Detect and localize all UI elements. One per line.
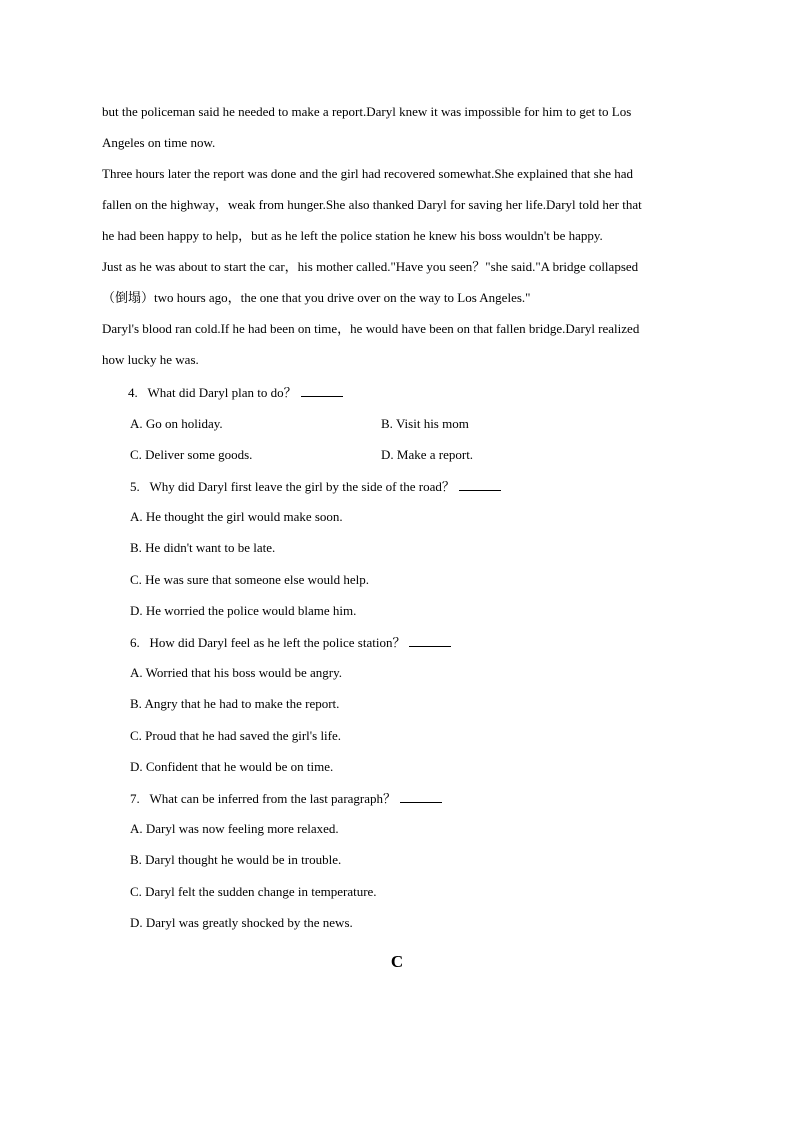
option-letter: A. xyxy=(130,821,143,836)
question-4 xyxy=(128,384,343,401)
option-text: Make a report. xyxy=(396,447,474,462)
question-text: What did Daryl plan to do？ xyxy=(147,385,297,400)
answer-blank[interactable] xyxy=(459,478,501,491)
question-number: 7. xyxy=(130,791,140,806)
passage-line: he had been happy to help，but as he left the police station he knew his boss wouldn't be happy. xyxy=(102,228,603,243)
option-letter: A. xyxy=(130,416,143,431)
option-5c[interactable] xyxy=(130,572,369,588)
option-letter: C. xyxy=(130,884,142,899)
answer-blank[interactable] xyxy=(409,634,451,647)
option-text: He worried the police would blame him. xyxy=(145,603,357,618)
passage-line: fallen on the highway，weak from hunger.She also thanked Daryl for saving her life.Daryl told her that xyxy=(102,197,642,212)
option-6b[interactable] xyxy=(130,696,339,712)
option-letter: D. xyxy=(130,759,143,774)
option-text: He thought the girl would make soon. xyxy=(145,509,343,524)
question-text: How did Daryl feel as he left the police station？ xyxy=(149,635,406,650)
option-letter: B. xyxy=(130,852,142,867)
passage-line: Just as he was about to start the car，his mother called."Have you seen？"she said."A bridge collapsed xyxy=(102,259,639,274)
option-letter: D. xyxy=(381,447,394,462)
option-5d[interactable] xyxy=(130,603,356,619)
option-letter: B. xyxy=(130,540,142,555)
option-text: Go on holiday. xyxy=(145,416,223,431)
option-text: Visit his mom xyxy=(395,416,469,431)
answer-blank[interactable] xyxy=(400,790,442,803)
passage-line: （倒塌）two hours ago，the one that you drive over on the way to Los Angeles." xyxy=(102,290,531,305)
option-letter: C. xyxy=(130,447,142,462)
option-5b[interactable] xyxy=(130,540,275,556)
option-7c[interactable] xyxy=(130,884,377,900)
option-4b[interactable] xyxy=(381,416,469,432)
question-text: What can be inferred from the last paragraph？ xyxy=(149,791,397,806)
option-text: Deliver some goods. xyxy=(145,447,253,462)
option-4c[interactable] xyxy=(130,447,252,463)
passage-line: Three hours later the report was done and the girl had recovered somewhat.She explained that she had xyxy=(102,166,634,181)
option-letter: A. xyxy=(130,665,143,680)
section-heading: C xyxy=(390,952,404,971)
question-5 xyxy=(130,478,501,495)
option-text: Daryl was greatly shocked by the news. xyxy=(145,915,353,930)
passage-line: but the policeman said he needed to make a report.Daryl knew it was impossible for him to get to Los xyxy=(102,104,632,119)
option-text: Angry that he had to make the report. xyxy=(144,696,340,711)
passage-line: Daryl's blood ran cold.If he had been on time，he would have been on that fallen bridge.Daryl realized xyxy=(102,321,640,336)
option-text: He was sure that someone else would help. xyxy=(145,572,370,587)
option-text: Daryl was now feeling more relaxed. xyxy=(145,821,339,836)
option-letter: B. xyxy=(130,696,142,711)
option-4d[interactable] xyxy=(381,447,473,463)
question-6 xyxy=(130,634,451,651)
question-number: 6. xyxy=(130,635,140,650)
option-6d[interactable] xyxy=(130,759,333,775)
option-text: He didn't want to be late. xyxy=(145,540,276,555)
option-7a[interactable] xyxy=(130,821,339,837)
option-text: Confident that he would be on time. xyxy=(145,759,334,774)
option-6c[interactable] xyxy=(130,728,341,744)
passage-line: Angeles on time now. xyxy=(102,135,216,150)
passage-line: how lucky he was. xyxy=(102,352,199,367)
option-6a[interactable] xyxy=(130,665,342,681)
option-letter: B. xyxy=(381,416,393,431)
option-letter: C. xyxy=(130,572,142,587)
option-text: Proud that he had saved the girl's life. xyxy=(145,728,342,743)
option-letter: C. xyxy=(130,728,142,743)
option-4a[interactable] xyxy=(130,416,223,432)
option-text: Daryl felt the sudden change in temperature. xyxy=(145,884,377,899)
option-text: Worried that his boss would be angry. xyxy=(145,665,342,680)
option-7b[interactable] xyxy=(130,852,341,868)
question-text: Why did Daryl first leave the girl by the side of the road？ xyxy=(149,479,455,494)
question-number: 5. xyxy=(130,479,140,494)
question-7 xyxy=(130,790,442,807)
option-text: Daryl thought he would be in trouble. xyxy=(145,852,342,867)
option-letter: D. xyxy=(130,603,143,618)
option-7d[interactable] xyxy=(130,915,353,931)
answer-blank[interactable] xyxy=(301,384,343,397)
option-letter: D. xyxy=(130,915,143,930)
option-letter: A. xyxy=(130,509,143,524)
option-5a[interactable] xyxy=(130,509,343,525)
question-number: 4. xyxy=(128,385,138,400)
